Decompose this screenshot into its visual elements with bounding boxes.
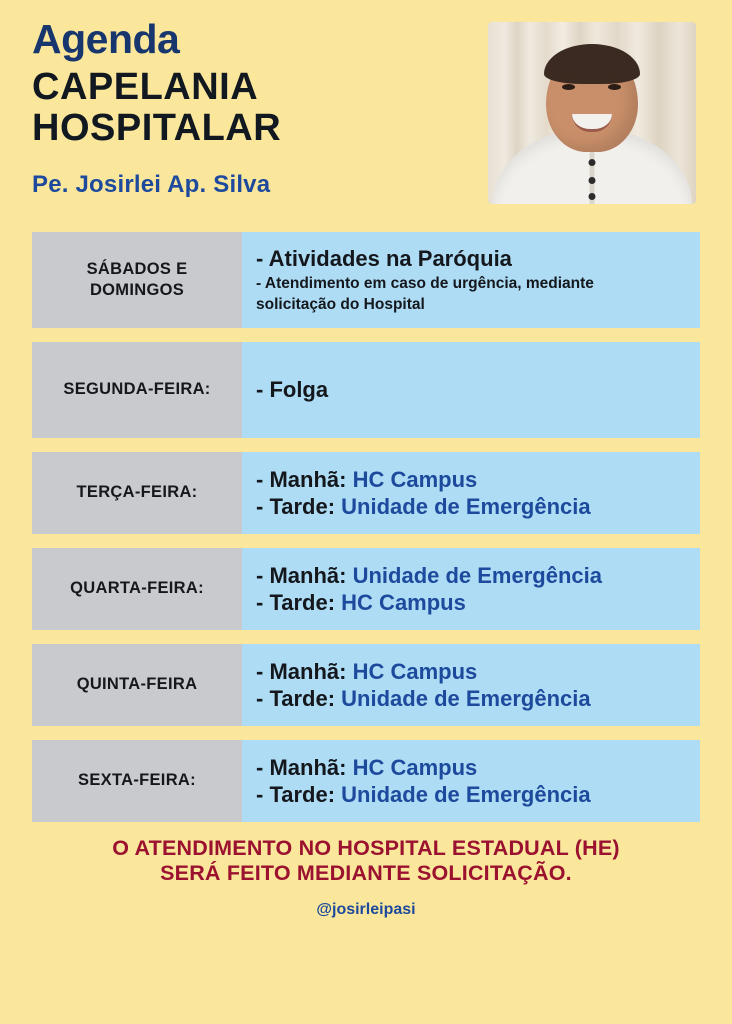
table-row [32, 232, 700, 328]
portrait-button-icon [589, 159, 596, 166]
table-row [32, 740, 700, 822]
table-row [32, 342, 700, 438]
schedule-afternoon-label: - Tarde: [256, 686, 336, 711]
schedule-morning-place: HC Campus [352, 466, 478, 492]
schedule-detail-main: - Atividades na Paróquia [256, 246, 512, 272]
portrait-button-icon [589, 177, 596, 184]
schedule-detail-note-line1: - Atendimento em caso de urgência, mediante [256, 274, 594, 292]
schedule-table [0, 232, 732, 822]
schedule-day-label: QUINTA-FEIRA [32, 644, 242, 726]
table-row [32, 548, 700, 630]
priest-name: Pe. Josirlei Ap. Silva [32, 171, 271, 199]
schedule-morning-place: Unidade de Emergência [352, 562, 602, 588]
schedule-morning-line [256, 754, 686, 781]
schedule-afternoon-place: HC Campus [341, 590, 466, 615]
schedule-day-label: SEXTA-FEIRA: [32, 740, 242, 822]
schedule-afternoon-label: - Tarde: [256, 590, 336, 615]
schedule-morning-label: - Manhã: [256, 466, 347, 492]
schedule-morning-line [256, 466, 686, 493]
footer-notice-line2: SERÁ FEITO MEDIANTE SOLICITAÇÃO. [160, 861, 572, 886]
schedule-detail-cell [242, 644, 700, 726]
schedule-afternoon-line [256, 685, 686, 712]
schedule-morning-line [256, 658, 686, 685]
priest-portrait-photo [488, 22, 696, 204]
schedule-morning-line [256, 562, 686, 589]
schedule-detail-cell [242, 548, 700, 630]
schedule-detail-cell [242, 452, 700, 534]
schedule-afternoon-place: Unidade de Emergência [341, 686, 591, 711]
schedule-detail-cell [242, 232, 700, 328]
page-title: Agenda [32, 16, 180, 62]
schedule-afternoon-label: - Tarde: [256, 782, 336, 807]
footer-notice [0, 836, 732, 887]
schedule-afternoon-label: - Tarde: [256, 494, 336, 519]
portrait-eye-left [562, 84, 575, 90]
schedule-afternoon-line [256, 493, 686, 520]
portrait-eye-right [608, 84, 621, 90]
footer-notice-line1: O ATENDIMENTO NO HOSPITAL ESTADUAL (HE) [112, 836, 620, 860]
schedule-afternoon-place: Unidade de Emergência [341, 782, 591, 807]
poster-subtitle-line2: HOSPITALAR [32, 107, 282, 150]
table-row [32, 452, 700, 534]
portrait-eyebrow-left [560, 76, 576, 79]
schedule-afternoon-line [256, 781, 686, 808]
schedule-afternoon-line [256, 589, 686, 616]
schedule-detail-note-line2: solicitação do Hospital [256, 295, 425, 313]
schedule-detail-cell [242, 342, 700, 438]
schedule-detail-cell [242, 740, 700, 822]
portrait-eyebrow-right [607, 76, 623, 79]
schedule-morning-label: - Manhã: [256, 754, 347, 780]
table-row [32, 644, 700, 726]
schedule-day-label-line1: SÁBADOS E [86, 259, 188, 278]
poster-subtitle-line1: CAPELANIA [32, 66, 259, 109]
schedule-day-label: TERÇA-FEIRA: [32, 452, 242, 534]
schedule-morning-label: - Manhã: [256, 658, 347, 684]
schedule-day-label-line2: DOMINGOS [89, 281, 185, 299]
schedule-morning-label: - Manhã: [256, 562, 347, 588]
schedule-morning-place: HC Campus [352, 754, 478, 780]
social-handle: @josirleipasi [316, 900, 416, 918]
schedule-day-label: SEGUNDA-FEIRA: [32, 342, 242, 438]
poster-subtitle [32, 67, 462, 149]
portrait-button-icon [589, 193, 596, 200]
schedule-morning-place: HC Campus [352, 658, 478, 684]
schedule-detail-main: - Folga [256, 377, 329, 403]
poster-header [0, 0, 732, 232]
schedule-afternoon-place: Unidade de Emergência [341, 494, 591, 519]
schedule-day-label: QUARTA-FEIRA: [32, 548, 242, 630]
schedule-day-label [32, 232, 242, 328]
